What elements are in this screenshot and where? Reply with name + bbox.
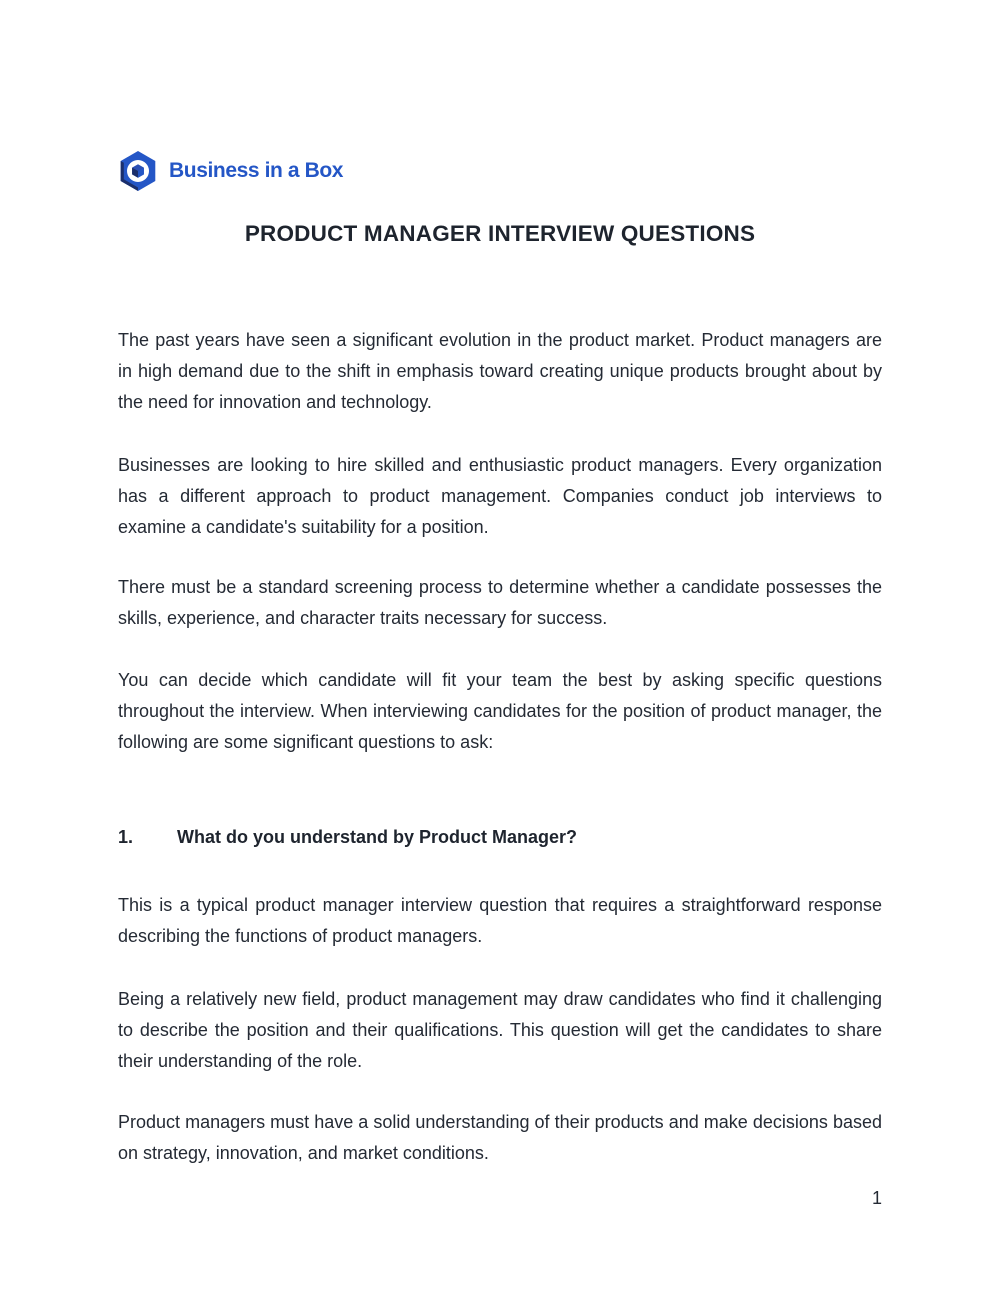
intro-paragraph-3: There must be a standard screening process to determine whether a candidate possesses the skills, experience, and character traits necessary for success.	[118, 577, 882, 628]
page-title: PRODUCT MANAGER INTERVIEW QUESTIONS	[244, 221, 756, 246]
intro-paragraph-4: You can decide which candidate will fit your team the best by asking specific questions throughout the interview. When interviewing candidates for the position of product manager, the following are some significant questions to ask:	[118, 670, 882, 752]
brand-logo	[117, 150, 343, 192]
page-number: 1	[871, 1188, 882, 1208]
section-1-paragraph-2: Being a relatively new field, product management may draw candidates who find it challenging to describe the position and their qualifications. This question will get the candidates to share their understanding of the role.	[118, 989, 882, 1071]
brand-name: Business in a Box	[169, 159, 344, 182]
section-1-number: 1.	[118, 827, 134, 847]
intro-paragraph-2: Businesses are looking to hire skilled and enthusiastic product managers. Every organization has a different approach to product management. Companies conduct job interviews to examine a candidate's suitability for a position.	[118, 455, 882, 537]
section-1-heading	[118, 822, 882, 853]
section-1-paragraph-1: This is a typical product manager interview question that requires a straightforward response describing the functions of product managers.	[118, 895, 882, 946]
hexagon-cube-logo-icon	[117, 150, 159, 192]
section-1-heading-text: What do you understand by Product Manager?	[177, 827, 578, 847]
intro-paragraph-1: The past years have seen a significant evolution in the product market. Product managers are in high demand due to the shift in emphasis toward creating unique products brought about by the need for innovation and technology.	[118, 330, 882, 412]
section-1-paragraph-3: Product managers must have a solid understanding of their products and make decisions based on strategy, innovation, and market conditions.	[118, 1112, 882, 1163]
